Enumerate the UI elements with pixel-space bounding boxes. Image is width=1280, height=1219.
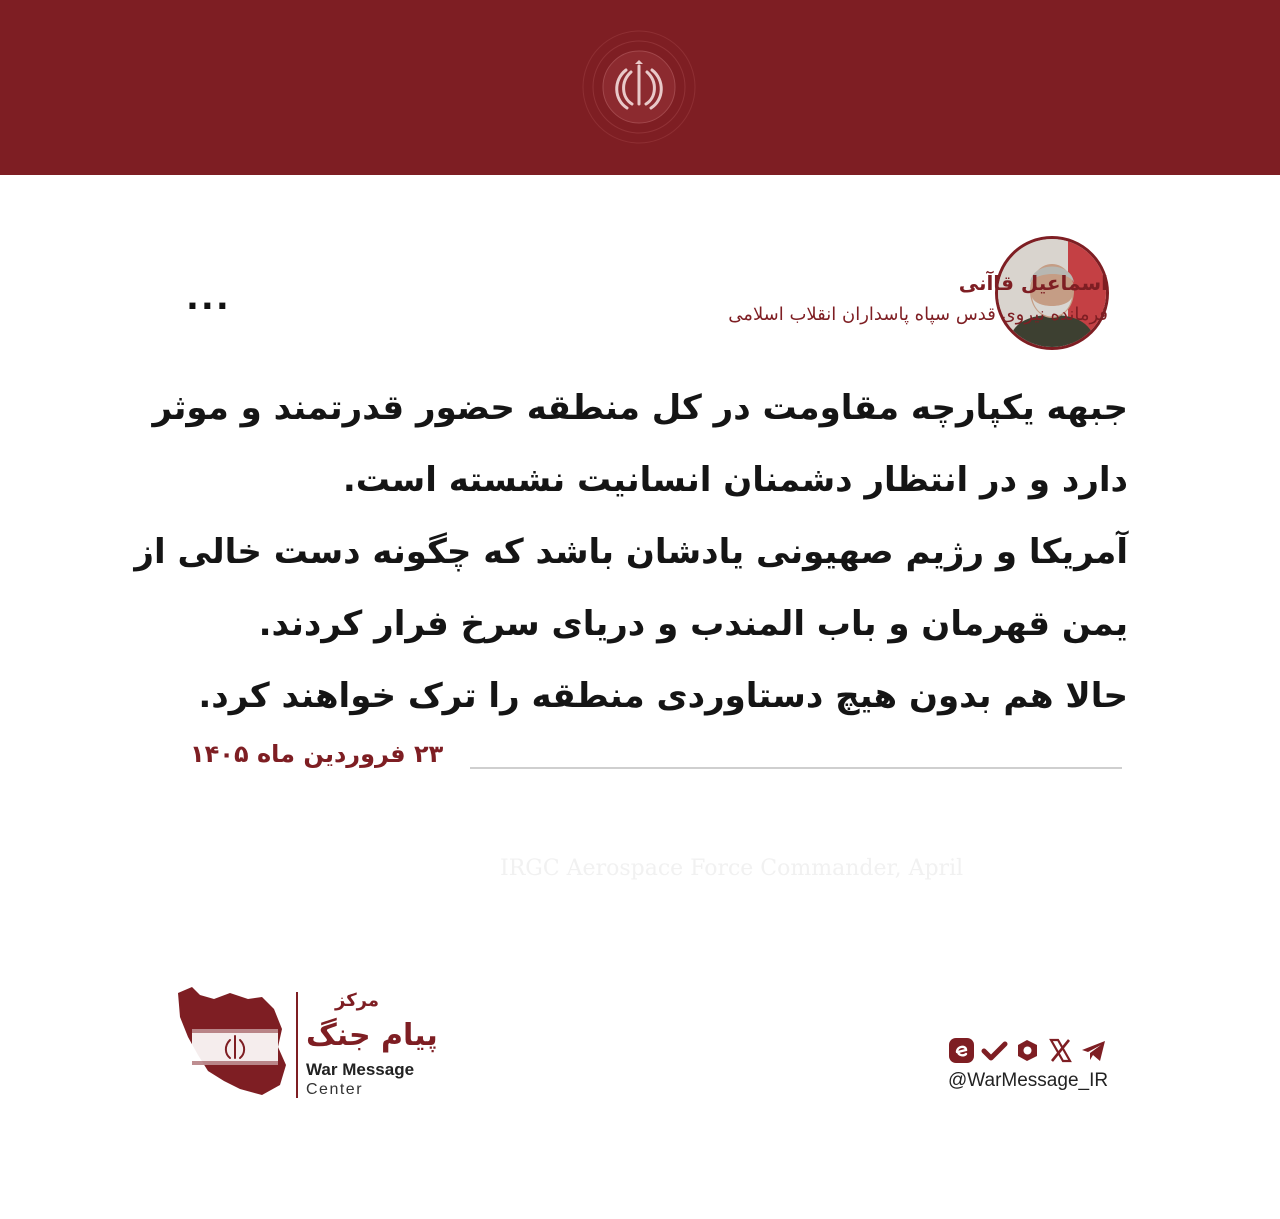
tweet-line: آمریکا و رژیم صهیونی یادشان باشد که چگونه دست خالی از [134, 532, 1128, 572]
x-icon[interactable] [1047, 1037, 1074, 1064]
tweet-date: ۲۳ فروردین ماه ۱۴۰۵ [190, 740, 444, 768]
social-handle[interactable]: @WarMessage_IR [948, 1070, 1109, 1091]
header-banner [0, 0, 1280, 175]
rubika-icon[interactable] [1014, 1037, 1041, 1064]
brand-english-line2: Center [306, 1081, 364, 1098]
tweet-line: جبهه یکپارچه مقاومت در کل منطقه حضور قدرتمند و موثر [152, 388, 1128, 428]
tweet-line: دارد و در انتظار دشمنان انسانیت نشسته است. [342, 460, 1128, 500]
tweet-line: حالا هم بدون هیچ دستاوردی منطقه را ترک خواهند کرد. [198, 676, 1128, 716]
tweet-line: یمن قهرمان و باب المندب و دریای سرخ فرار کردند. [258, 604, 1128, 644]
iran-emblem-icon [580, 28, 698, 146]
brand-title-small: مرکز [335, 990, 380, 1011]
watermark-text: IRGC Aerospace Force Commander, April [500, 856, 964, 881]
iran-map-logo-icon [170, 985, 290, 1100]
brand-title-big: پیام جنگ [306, 1018, 438, 1053]
telegram-icon[interactable] [1080, 1037, 1107, 1064]
more-options-button[interactable]: ... [186, 278, 231, 318]
social-icons [948, 1037, 1107, 1064]
tweet-text [134, 372, 1128, 732]
eitaa-icon[interactable] [948, 1037, 975, 1064]
author-title: فرمانده نیروی قدس سپاه پاسداران انقلاب اسلامی [728, 304, 1108, 325]
author-block [728, 268, 1108, 330]
check-icon[interactable] [981, 1037, 1008, 1064]
author-name[interactable]: اسماعیل قاآنی [958, 271, 1108, 295]
brand-separator [296, 992, 298, 1098]
divider [470, 767, 1122, 769]
brand-english-line1: War Message [306, 1060, 415, 1079]
